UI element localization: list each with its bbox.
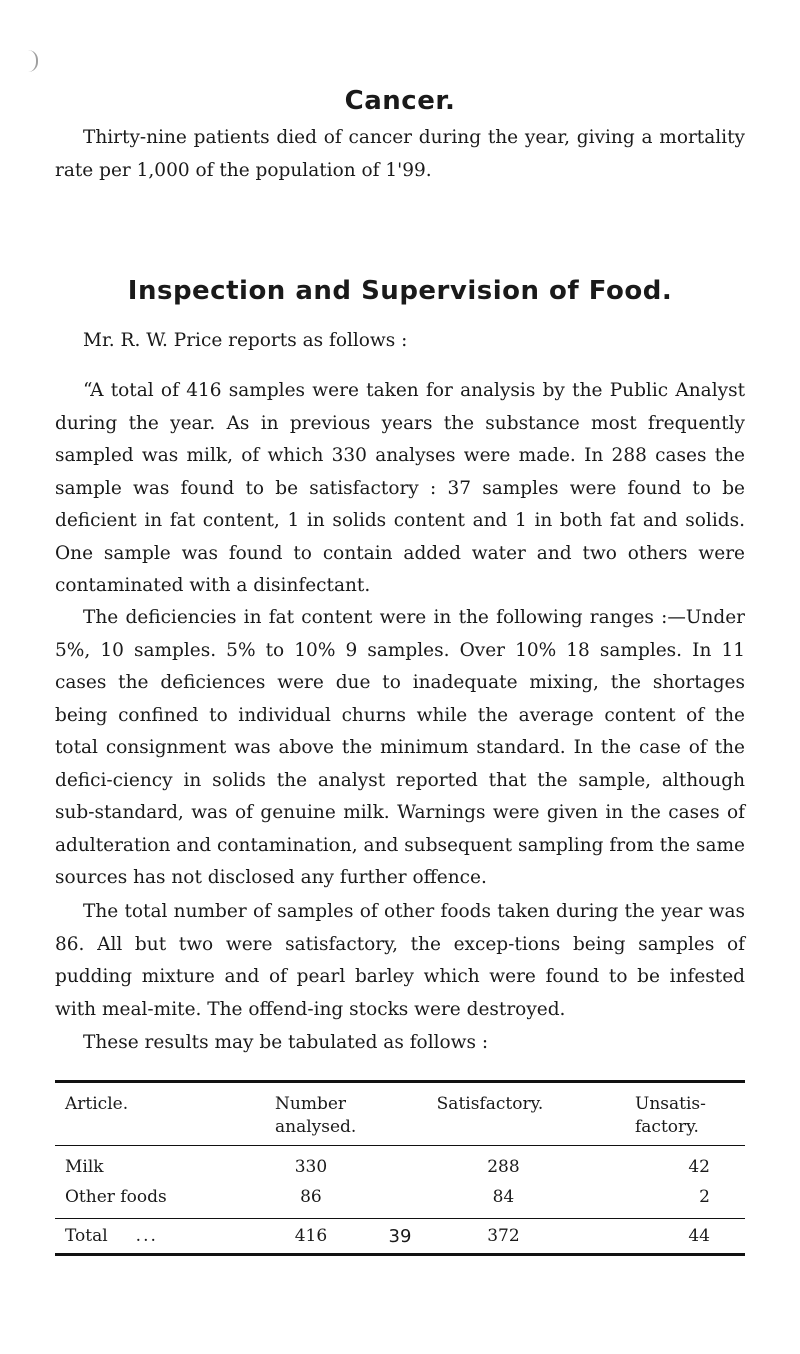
header-unsatisfactory-line2: factory. [635,1117,699,1137]
cell-number: 86 [300,1187,322,1207]
table-row [55,1182,745,1212]
cell-article: Other foods [65,1187,167,1207]
cell-article: Milk [65,1157,104,1177]
header-satisfactory: Satisfactory. [436,1094,544,1114]
total-number: 416 [294,1226,328,1246]
table-bottom-rule [55,1253,745,1256]
cell-unsatisfactory: 42 [688,1157,710,1177]
header-number-line1: Number [275,1094,347,1114]
deficiencies-paragraph: The deficiencies in fat content were in the following ranges :—Under 5%, 10 samples. 5% to 10% 9 samples. Over 10% 18 samples. In 11 cases the deficiences were due to inadequate mixing, the shortages being confined to individual churns while the average content of the total consignment was above the minimum standard. In the case of the defici-ciency in solids the analyst reported that the sample, although sub-standard, was of genuine milk. Warnings were given in the cases of adulteration and contamination, and subsequent sampling from the same sources has not disclosed any further offence. [55,607,745,888]
table-body [55,1146,745,1218]
other-foods-paragraph: The total number of samples of other foods taken during the year was 86. All but two were satisfactory, the excep-tions being samples of pudding mixture and of pearl barley which were found to be infested with meal-mite. The offend-ing stocks were destroyed. [55,901,745,1020]
header-article: Article. [65,1094,129,1114]
header-number [245,1093,385,1145]
header-unsatisfactory [595,1093,745,1145]
cell-unsatisfactory: 2 [699,1187,710,1207]
total-label: Total [65,1226,108,1246]
cell-satisfactory: 84 [492,1187,515,1207]
cancer-paragraph: Thirty-nine patients died of cancer during the year, giving a mortality rate per 1,000 of the population of 1'99. [55,127,745,181]
samples-paragraph: “A total of 416 samples were taken for analysis by the Public Analyst during the year. As in previous years the substance most frequently sampled was milk, of which 330 analyses were made. In 288 cases the sample was found to be satisfactory : 37 samples were found to be deficient in fat content, 1 in solids content and 1 in both fat and solids. One sample was found to contain added water and two others were contaminated with a disinfectant. [55,380,745,596]
cell-satisfactory: 288 [487,1157,520,1177]
total-unsatisfactory: 44 [688,1226,710,1246]
tabulated-intro: These results may be tabulated as follows : [83,1032,489,1053]
cancer-heading: Cancer. [344,86,456,116]
cell-number: 330 [294,1157,328,1177]
food-inspection-heading: Inspection and Supervision of Food. [127,276,673,306]
table-row [55,1152,745,1182]
table-header [55,1083,745,1145]
header-number-line2: analysed. [275,1117,357,1137]
header-unsatisfactory-line1: Unsatis- [635,1094,706,1114]
total-satisfactory: 372 [487,1226,520,1246]
page-corner-mark [22,50,38,72]
report-intro: Mr. R. W. Price reports as follows : [83,330,408,351]
total-dots: ... [135,1226,158,1246]
page-number: 39 [388,1226,412,1247]
